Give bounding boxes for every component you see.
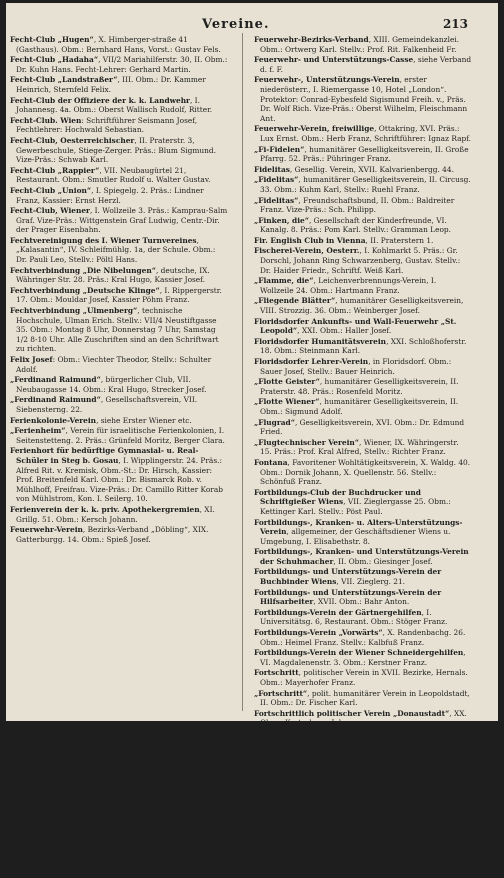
entry-name: Floridsdorfer Ankunfts- und Wall-Feuerwehr „St. Leopold“	[254, 316, 457, 336]
entry-details: , I. Obm.: Dr. Milanich Alois. Stellv.: Hoffmann Josef.	[260, 758, 466, 778]
directory-entry	[10, 55, 228, 74]
entry-name: Felix Josef	[10, 355, 53, 364]
entry-name: Fortbildungs- und Unterstützungs-Verein der Buchbinder Wiens	[254, 567, 442, 587]
entry-name: Fortschrittlicher Wählerverein	[254, 799, 381, 809]
entry-name: Fechtvereinigung des I. Wiener Turnvereines	[10, 235, 197, 245]
entry-details: , humanitärer Geselligkeitsverein, II. Circusg. 33. Obm.: Kuhm Karl, Stellv.: Ruehl Franz.	[260, 175, 471, 194]
entry-details: , XII. Meidling. Obm.: Schrack Karl. Stellv.: Kraus Franz.	[260, 778, 466, 798]
entry-details: , Freundschaftsbund, II. Obm.: Baldreiter Franz. Vize-Präs.: Sch. Philipp.	[260, 195, 455, 215]
entry-name: „Flugtechnischer Verein“	[254, 437, 360, 447]
entry-details: , allgemeiner, der Geschäftsdiener Wiens u. Umgebung, I. Elisabethstr. 8.	[260, 527, 451, 546]
directory-entry	[254, 759, 472, 778]
page-title: Vereine.	[202, 17, 270, 32]
entry-details: , Favoritener Wohltätigkeitsverein, X. Waldg. 40. Obm.: Dornik Johann, X. Quellenstr. 56. Stellv.: Schönfuß Franz.	[260, 457, 471, 487]
entry-name: Fecht-Club „Union“	[10, 185, 92, 195]
entry-details: , I. Wipplingerstr. 8, Gasthaus.	[300, 838, 415, 848]
directory-entry	[254, 236, 472, 246]
entry-details: , „Kalasantin“, IV. Schleifmühlg. 1a, der Schule. Obm.: Dr. Pauli Leo, Stellv.: Pöltl Hans.	[16, 235, 216, 265]
directory-entry	[254, 35, 472, 54]
entry-name: Ferienverein der k. k. priv. Apothekergremien	[10, 504, 200, 514]
directory-entry	[254, 849, 472, 878]
entry-name: Fortschrittlicher Verein	[254, 778, 352, 788]
directory-entry	[254, 819, 472, 848]
entry-details: , II. Praterstr. 3, Gewerbeschule, Stiege-Zerger. Präs.: Blum Sigmund. Vize-Präs.: Schwab Karl.	[16, 135, 217, 165]
entry-name: Fecht-Club „Hugen“	[10, 35, 94, 44]
entry-details: , I. Spiegelg. 2. Präs.: Lindner Franz, Kassier: Ernst Herzl.	[16, 185, 204, 205]
entry-name: Fecht-Club „Hadaha“	[10, 55, 99, 65]
entry-details: , X. Himberger-straße 41 (Gasthaus). Obm.: Bernhard Hans, Vorst.: Gustav Fels.	[16, 35, 221, 54]
directory-entry	[10, 286, 228, 305]
directory-entry	[254, 458, 472, 487]
entry-details: , X. Randenbachg. 26. Obm.: Heimel Franz. Stellv.: Kalbfuß Franz.	[260, 628, 466, 647]
entry-details: , I. Wipplingerstr. 24. Präs.: Alfred Rit. v. Kremisk, Obm.-St.: Dr. Hirsch, Kassier: Prof. Breitenfeld Karl. Obm.: Dr. Bismarck Rob. v. Mühlhoff, Freifrau. Vize-Präs.: Dr. Camillo Ritter Korab von Mühlstrom, Kon. I. Seilerg. 10.	[16, 455, 223, 504]
directory-entry	[254, 648, 472, 667]
entry-details: , II. Obm.: Giesinger Josef.	[333, 556, 433, 566]
entry-details: , Leichenverbrennungs-Verein, I. Wollzeile 24. Obm.: Hartmann Franz.	[260, 276, 437, 295]
directory-entry	[10, 96, 228, 115]
entry-name: Fortschrittlich politischer Verein „Donaustadt“	[254, 708, 450, 718]
entry-details: , I. Kohlmarkt 5. Präs.: Gr. Dorschl, Johann Ring Schwarzenberg, Gustav. Stellv.: Dr. Haider Friedr., Schriftf. Weiß Karl.	[260, 246, 461, 275]
entry-name: Fortschritts- Club und Mitgliedern der Wiener Unterstützungs-Vereines des kaufmännischen Personals	[254, 819, 451, 848]
directory-entry	[10, 116, 228, 135]
entry-name: Fecht-Club „Rappier“	[10, 165, 100, 175]
directory-entry	[10, 505, 228, 524]
entry-details: , I. Rippergerstr. 17. Obm.: Mouldar Josef, Kassier Pöhm Franz.	[16, 285, 222, 305]
entry-details: , Geselligkeitsverein, XVI. Obm.: Dr. Edmund Fried.	[260, 417, 465, 437]
entry-name: Feuerwehr-Verein, freiwillige	[254, 124, 375, 134]
directory-entry	[254, 588, 472, 607]
directory-entry	[254, 518, 472, 547]
entry-name: „Ferienheim“	[10, 426, 66, 436]
directory-entry	[254, 317, 472, 336]
entry-details: , XV. Obm.: Schneider Karl. Stellv.: Bittermann Johann.	[260, 738, 458, 758]
directory-entry	[254, 124, 472, 143]
directory-entry	[254, 216, 472, 235]
directory-entry	[10, 416, 228, 426]
entry-name: Fechtverbindung „Deutsche Klinge“	[10, 285, 160, 295]
directory-entry	[254, 799, 472, 818]
directory-entry	[254, 337, 472, 356]
directory-entry	[254, 729, 472, 758]
directory-entry	[254, 377, 472, 396]
directory-entry	[254, 608, 472, 627]
directory-entry	[254, 488, 472, 517]
directory-entry	[254, 246, 472, 275]
entry-details: , Ottakring, XVI. Präs.: Lux Ernst. Obm.: Herb Franz, Schriftführer: Ignaz Rapf.	[260, 124, 472, 143]
entry-details: , Verein für israelitische Ferienkolonien, I. Seitenstetteng. 2. Präs.: Grünfeld Moritz, Berger Clara.	[16, 426, 225, 445]
entry-details: , humanitärer Geselligkeitsverein, II. Obm.: Sigmund Adolf.	[260, 397, 459, 416]
entry-name: Fortbildungs- und Unterstützungs-Verein der Hilfsarbeiter	[254, 587, 442, 607]
directory-entry	[254, 547, 472, 566]
entry-name: Fischerei-Verein, Oesterr.	[254, 246, 360, 256]
entry-details: : Obm.: Viechter Theodor, Stellv.: Schulter Adolf.	[16, 355, 212, 374]
entry-name: Fortbildungs-, Kranken- und Unterstützungs-Verein der Schuhmacher	[254, 547, 469, 566]
entry-name: „Fidelitas“	[254, 195, 299, 205]
directory-entry	[254, 567, 472, 586]
directory-entry	[254, 689, 472, 708]
entry-name: „Flotte Geister“	[254, 377, 320, 387]
entry-details: , III. Obm.: Dr. Kammer Heinrich, Sternfeld Felix.	[16, 75, 206, 94]
entry-details: , I. Wollzeile 3. Präs.: Kamprau-Salm Graf. Vize-Präs.: Wittgenstein Graf Ludwig, Centr.-Dir. der Prager Eisenbahn.	[16, 206, 228, 235]
entry-details: , bürgerlicher Club, VII. Neubaugasse 14. Obm.: Kral Hugo, Strecker Josef.	[16, 375, 207, 394]
directory-entry	[10, 426, 228, 445]
entry-name: „Flugrad“	[254, 417, 295, 427]
entry-name: „Fidelitas“	[254, 175, 299, 185]
entry-details: , Wiener, IX. Währingerstr. 15. Präs.: Prof. Kral Alfred, Stellv.: Richter Franz.	[260, 437, 459, 457]
entry-name: „Fortschritt“	[254, 688, 308, 698]
entry-name: Fidelitas	[254, 164, 290, 174]
entry-name: Fortbildungs-Verein der Gärtnergehilfen	[254, 607, 422, 617]
entry-details: , Bezirks-Verband „Döbling“, XIX. Gatterburgg. 14. Obm.: Spieß Josef.	[16, 525, 209, 544]
directory-entry	[10, 306, 228, 354]
entry-name: Feuerwehr- und Unterstützungs-Casse	[254, 55, 414, 65]
entry-name: Fortbildungs-Club der Buchdrucker und Schriftgießer Wiens	[254, 487, 421, 507]
entry-details: , VII. Neubaugürtel 21, Restaurant. Obm.: Smutler Rudolf u. Walter Gustav.	[16, 165, 211, 185]
directory-entry	[10, 186, 228, 205]
newspaper-page	[6, 3, 498, 878]
entry-details: , XIII. Gemeindekanzlei. Obm.: Ortwerg Karl. Stellv.: Prof. Rit. Falkenheid Fr.	[260, 35, 460, 54]
entry-details: , XVII. Obm.: Bahr Anton.	[313, 597, 410, 607]
entry-details: , I. XIV. Obm.: Dr. Förster Karl, Gemeinderat.	[260, 799, 446, 818]
right-column	[254, 35, 472, 878]
entry-name: „Ferdinand Raimund“	[10, 395, 101, 405]
directory-entry	[10, 75, 228, 94]
entry-details: , VII. Zieglerg. 21.	[336, 577, 406, 587]
directory-entry	[254, 628, 472, 647]
directory-entry	[10, 525, 228, 544]
directory-entry	[10, 266, 228, 285]
entry-details: , in Floridsdorf. Obm.: Sauer Josef, Stellv.: Bauer Heinrich.	[260, 357, 452, 376]
directory-entry	[10, 206, 228, 235]
directory-entry	[10, 236, 228, 265]
entry-details: , Gesellig. Verein, XVII. Kalvarienbergg. 44.	[289, 164, 454, 174]
entry-details: , polit. humanitärer Verein in Leopoldstadt, II. Obm.: Dr. Fischer Karl.	[260, 688, 470, 708]
directory-entry	[254, 75, 472, 123]
entry-name: Fortbildungs-Verein der Wiener Schneidergehilfen	[254, 648, 464, 658]
entry-name: „Flamme, die“	[254, 276, 314, 286]
page-header	[6, 17, 498, 33]
directory-entry	[10, 355, 228, 374]
entry-name: „Finken, die“	[254, 215, 309, 225]
entry-details: , I. Universitätsg. 6, Restaurant. Obm.: Stöger Franz.	[260, 607, 448, 627]
entry-name: Feuerwehr-Verein	[10, 525, 83, 535]
entry-name: Fir. English Club in Vienna	[254, 235, 366, 245]
column-divider	[242, 33, 243, 711]
directory-entry	[10, 395, 228, 414]
entry-details: , Gesellschaftsverein, VII. Siebensterng. 22.	[16, 395, 198, 414]
entry-name: „Fi-Fidelen“	[254, 144, 305, 154]
entry-details: , XX. Obm.: Kretschmer Johann.	[260, 708, 467, 728]
entry-details: , XXI. Schloßhoferstr. 18. Obm.: Steinmann Karl.	[260, 336, 467, 356]
entry-name: Fortschritt	[254, 668, 299, 678]
directory-entry	[10, 446, 228, 504]
directory-entry	[254, 357, 472, 376]
left-column	[10, 35, 228, 713]
directory-entry	[254, 276, 472, 295]
directory-entry	[254, 145, 472, 164]
entry-name: Floridsdorfer Lehrer-Verein	[254, 357, 369, 366]
entry-details: , deutsche, IX. Währinger Str. 28. Präs.: Kral Hugo, Kassier Josef.	[16, 265, 210, 285]
entry-name: Fortbildungs-Verein „Vorwärts“	[254, 628, 383, 638]
entry-details: , erster niederösterr., I. Riemergasse 10, Hotel „London“. Protektor: Conrad-Eybesfeld Sigismund Freih. v., Präs. Dr. Wolf Rich. Vize-Präs.: Oberst Wilhelm, Fleischmann Ant.	[260, 75, 468, 123]
directory-entry	[254, 196, 472, 215]
entry-details: , II. Praterstern 1.	[365, 235, 434, 245]
entry-details: , VII/2 Mariahilferstr. 30, II. Obm.: Dr. Kuhn Hans. Fecht-Lehrer: Gerhard Martin.	[16, 55, 228, 74]
entry-details: , humanitärer Geselligkeitsverein, VIII. Strozzig. 36. Obm.: Weinberger Josef.	[260, 296, 464, 316]
entry-name: Ferienhort für bedürftige Gymnasial- u. Real-Schüler in Steg b. Gosau	[10, 446, 199, 465]
directory-entry	[10, 136, 228, 165]
directory-entry	[254, 165, 472, 175]
entry-details: , humanitärer Geselligkeitsverein, II. Praterstr. 48. Präs.: Rosenfeld Moritz.	[260, 377, 459, 396]
directory-entry	[254, 55, 472, 74]
directory-entry	[254, 779, 472, 798]
entry-details: , XI. Grillg. 51. Obm.: Kersch Johann.	[16, 504, 215, 524]
entry-details: , XXI. Obm.: Haller Josef.	[297, 326, 392, 336]
directory-entry	[254, 296, 472, 315]
directory-entry	[254, 397, 472, 416]
directory-entry	[254, 438, 472, 457]
entry-name: Fechtverbindung „Die Nibelungen“	[10, 265, 156, 275]
entry-name: Feuerwehr-Bezirks-Verband	[254, 35, 369, 44]
directory-entry	[10, 166, 228, 185]
entry-details: , I. Obm.: Bruckmann Leopold, Stellv.: Häufler Anton.	[260, 858, 450, 878]
entry-name: Fontana	[254, 457, 288, 467]
entry-details: , Gesellschaft der Kinderfreunde, VI. Kanalg. 8. Präs.: Pom Karl. Stellv.: Gramman Leop.	[260, 215, 451, 235]
entry-name: Fecht-Club. Wien	[10, 115, 82, 125]
entry-details: , siehe Erster Wiener etc.	[96, 415, 192, 425]
entry-name: Fortschrittlicher Bürger-Verein in XV. Gemeindebezirk	[254, 728, 410, 748]
entry-details: , siehe Verband d. f. F.	[260, 55, 472, 74]
entry-name: Fecht-Club, Wiener	[10, 206, 90, 216]
directory-entry	[254, 668, 472, 687]
entry-details: , humanitärer Geselligkeitsverein, II. Große Pfarrg. 52. Präs.: Pühringer Franz.	[260, 144, 469, 164]
entry-name: „Flotte Wiener“	[254, 397, 320, 407]
entry-name: Floridsdorfer Humanitätsverein	[254, 336, 387, 346]
entry-name: „Ferdinand Raimund“	[10, 375, 101, 385]
directory-entry	[10, 35, 228, 54]
entry-name: Fecht-Club der Offiziere der k. k. Landwehr	[10, 95, 190, 105]
entry-name: Fecht-Club „Landstraßer“	[10, 75, 118, 85]
directory-entry	[254, 709, 472, 728]
entry-details: : Schriftführer Seismann Josef, Fechtlehrer: Hochwald Sebastian.	[16, 115, 198, 135]
entry-details: , VI. Magdalenenstr. 3. Obm.: Kerstner Franz.	[260, 648, 466, 667]
entry-name: Fecht-Club, Oesterreichischer	[10, 135, 135, 145]
entry-name: Feuerwehr-, Unterstützungs-Verein	[254, 75, 400, 85]
page-number: 213	[442, 17, 468, 31]
entry-name: Fechtverbindung „Ulmenberg“	[10, 306, 138, 316]
directory-entry	[254, 418, 472, 437]
entry-name: Fortbildungs-, Kranken- u. Alters-Unterstützungs-Verein	[254, 517, 463, 537]
entry-details: , politischer Verein in XVII. Bezirke, Hernals. Obm.: Mayerhofer Franz.	[260, 668, 468, 687]
entry-name: Ferienkolonie-Verein	[10, 415, 97, 425]
entry-name: „Fliegende Blätter“	[254, 296, 336, 306]
directory-entry	[254, 175, 472, 194]
entry-details: , technische Hochschule, Ulman Erich. Stellv.: VII/4 Neustiftgasse 35. Obm.: Montag 8 Uhr, Donnerstag 7 Uhr, Samstag 1/2 8-10 Uhr. Alle Zuschriften sind an den Schriftwart zu richten.	[16, 306, 219, 354]
directory-entry	[10, 375, 228, 394]
entry-name: Fortschritts-Verein der Lohnkutscher und Wagenbesitzer Wiens und Umgebung	[254, 849, 427, 868]
entry-details: , VII. Zieglergasse 25. Obm.: Kettinger Karl. Stellv.: Pöst Paul.	[260, 497, 451, 516]
entry-details: , I. Johannesg. 4a. Obm.: Oberst Wallisch Rudolf, Ritter.	[16, 95, 213, 115]
entry-name: Fortschrittlicher Reformverein	[254, 758, 382, 768]
